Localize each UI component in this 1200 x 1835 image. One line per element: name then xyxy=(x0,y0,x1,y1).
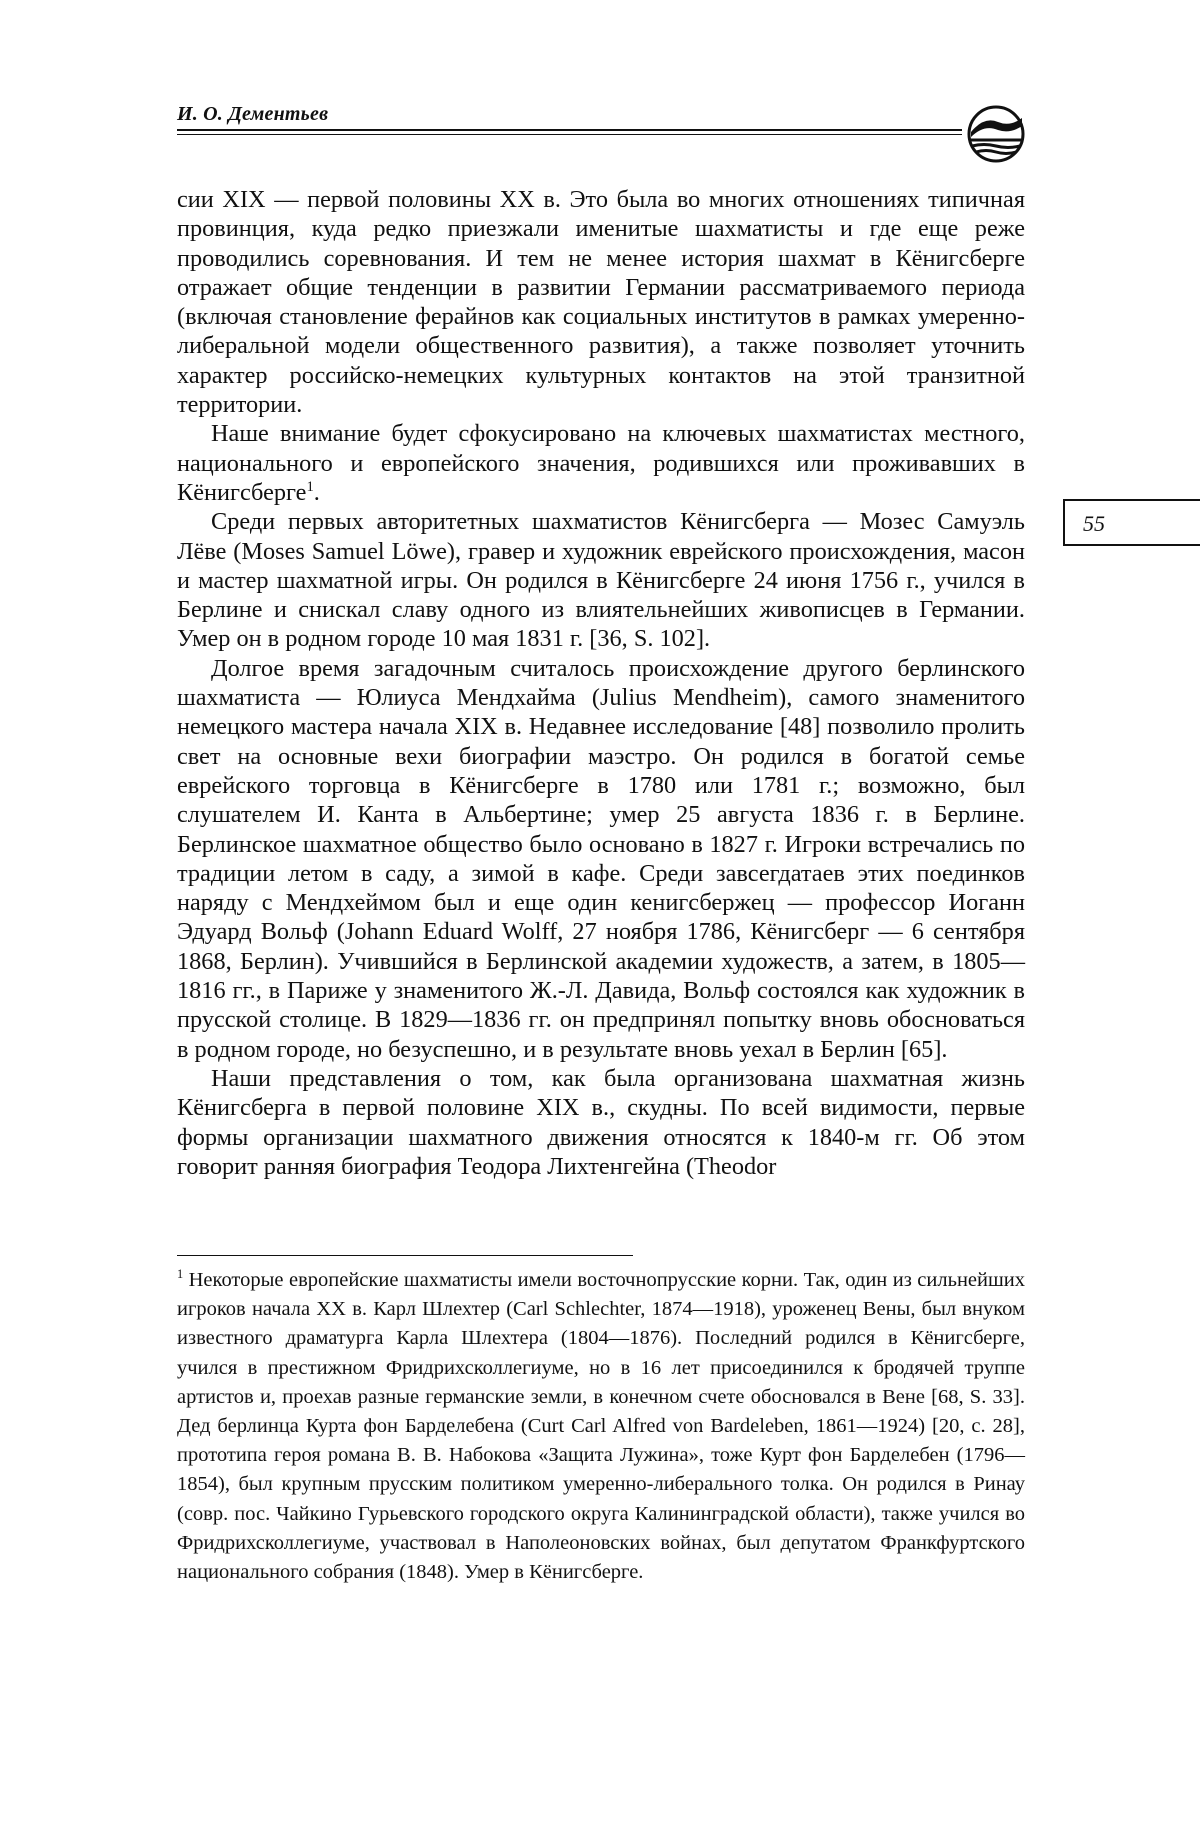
footnote-ref[interactable]: 1 xyxy=(306,478,314,495)
paragraph-text: Наше внимание будет сфокусировано на ключевых шахматистах местного, национального и европейского значения, родившихся или проживавших в Кёнигсберге xyxy=(177,420,1025,506)
paragraph xyxy=(177,419,1025,507)
page-number: 55 xyxy=(1083,511,1105,536)
footnote-marker: 1 xyxy=(177,1267,184,1282)
main-text xyxy=(177,185,1025,1181)
paragraph: сии XIX — первой половины XX в. Это была во многих отношениях типичная провинция, куда редко приезжали именитые шахматисты и где еще реже проводились соревнования. И тем не менее история шахмат в Кёнигсберге отражает общие тенденции в развитии Германии рассматриваемого периода (включая становление ферайнов как социальных институтов в рамках умеренно-либеральной модели общественного развития), а также позволяет уточнить характер российско-немецких культурных контактов на этой транзитной территории. xyxy=(177,186,1025,419)
footnote-text: Некоторые европейские шахматисты имели восточнопрусские корни. Так, один из сильнейших игроков начала XX в. Карл Шлехтер (Carl Schlechter, 1874—1918), уроженец Вены, был внуком известного драматурга Карла Шлехтера (1804—1876). Последний родился в Кёнигсберге, учился в престижном Фридрихсколлегиуме, но в 16 лет присоединился к бродячей труппе артистов и, проехав разные германские земли, в конечном счете обосновался в Вене [68, S. 33]. Дед берлинца Курта фон Барделебена (Curt Carl Alfred von Bardeleben, 1861—1924) [20, с. 28], прототипа героя романа В. В. Набокова «Защита Лужина», тоже Курт фон Барделебен (1796—1854), был крупным прусским политиком умеренно-либерального толка. Он родился в Ринау (совр. пос. Чайкино Гурьевского городского округа Калининградской области), также учился во Фридрихсколлегиуме, участвовал в Наполеоновских войнах, был депутатом Франкфуртского национального собрания (1848). Умер в Кёнигсберге. xyxy=(177,1269,1025,1584)
paragraph: Долгое время загадочным считалось происхождение другого берлинского шахматиста — Юлиуса Мендхайма (Julius Mendheim), самого знаменитого немецкого мастера начала XIX в. Недавнее исследование [48] позволило пролить свет на основные вехи биографии маэстро. Он родился в богатой семье еврейского торговца в Кёнигсберге в 1780 или 1781 г.; возможно, был слушателем И. Канта в Альбертине; умер 25 августа 1836 г. в Берлине. Берлинское шахматное общество было основано в 1827 г. Игроки встречались по традиции летом в саду, а зимой в кафе. Среди завсегдатаев этих поединков наряду с Мендхеймом был и еще один кенигсбержец — профессор Иоганн Эдуард Вольф (Johann Eduard Wolff, 27 ноября 1786, Кёнигсберг — 6 сентября 1868, Берлин). Учившийся в Берлинской академии художеств, а затем, в 1805—1816 гг., в Париже у знаменитого Ж.-Л. Давида, Вольф состоялся как художник в прусской столице. В 1829—1836 гг. он предпринял попытку вновь обосноваться в родном городе, но безуспешно, и в результате вновь уехал в Берлин [65]. xyxy=(177,654,1025,1063)
footnote xyxy=(177,1266,1025,1587)
header-author: И. О. Дементьев xyxy=(177,103,329,125)
paragraph-end: . xyxy=(313,478,320,506)
paragraph: Наши представления о том, как была организована шахматная жизнь Кёнигсберга в первой половине XIX в., скудны. По всей видимости, первые формы организации шахматного движения относятся к 1840-м гг. Об этом говорит ранняя биография Теодора Лихтенгейна (Theodor xyxy=(177,1064,1025,1180)
footnote-text-block xyxy=(177,1266,1025,1587)
journal-logo-icon xyxy=(964,104,1028,164)
header-rule-thin xyxy=(177,134,962,135)
footnote-separator xyxy=(177,1255,633,1256)
page-number-tab xyxy=(1063,499,1200,546)
header-rule-thick xyxy=(177,129,962,131)
paragraph: Среди первых авторитетных шахматистов Кёнигсберга — Мозес Самуэль Лёве (Moses Samuel Löwe), гравер и художник еврейского происхождения, масон и мастер шахматной игры. Он родился в Кёнигсберге 24 июня 1756 г., учился в Берлине и снискал славу одного из влиятельнейших живописцев в Германии. Умер он в родном городе 10 мая 1831 г. [36, S. 102]. xyxy=(177,508,1025,653)
